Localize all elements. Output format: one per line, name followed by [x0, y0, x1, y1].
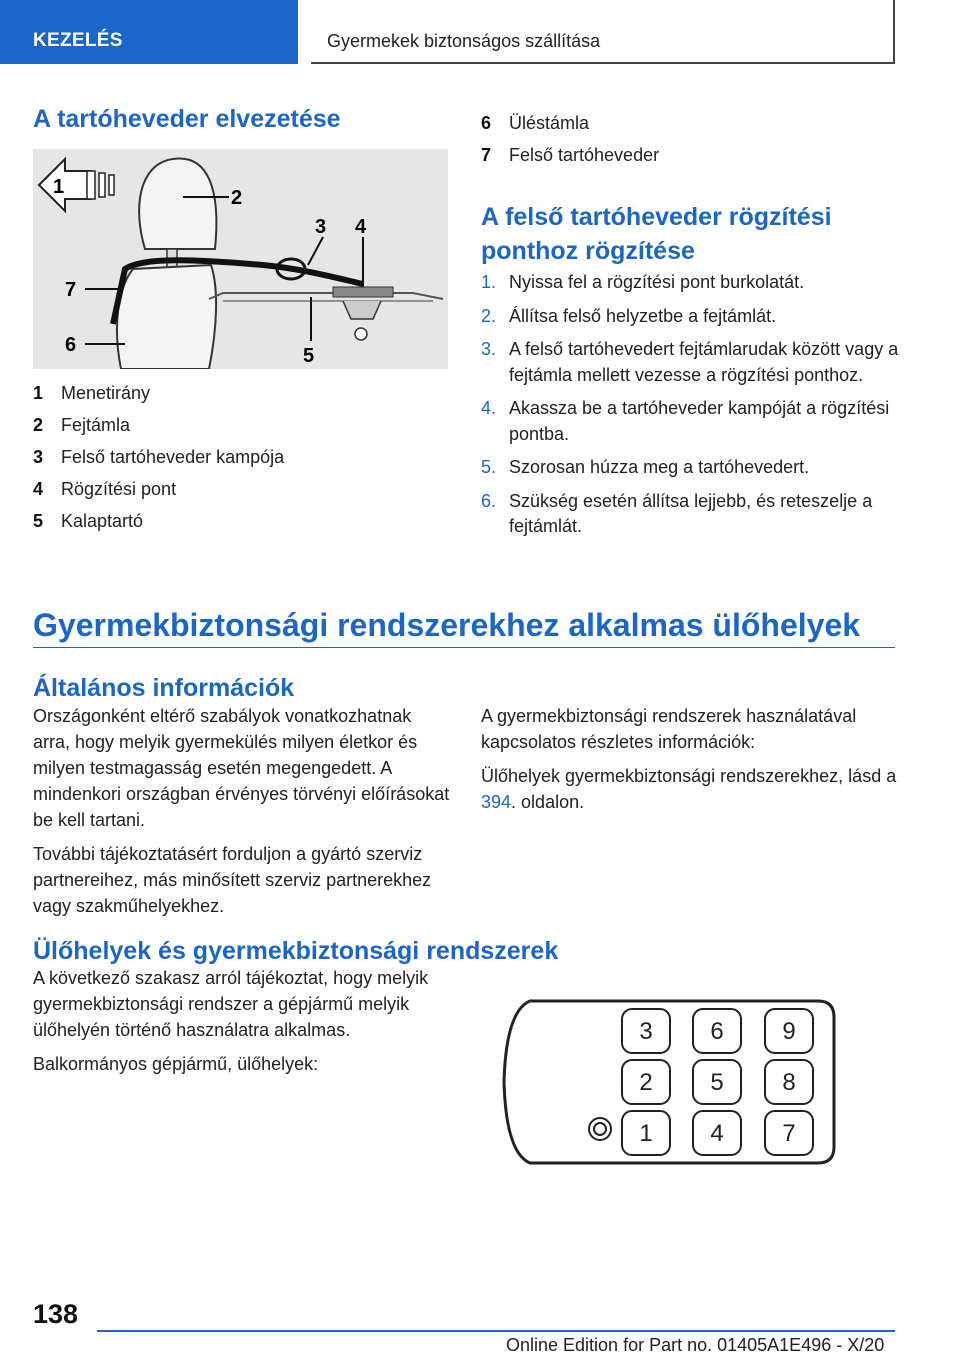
legend-num: 3	[33, 447, 44, 467]
general-p1: Országonként eltérő szabályok vonatkozhatnak arra, hogy melyik gyermekülés milyen életkor és milyen testmagasság esetén megengedett. A mindenkori országban érvényes törvényi előírásokat be kell tartani.	[33, 706, 450, 830]
step-text: Állítsa felső helyzetbe a fejtámlát.	[509, 305, 777, 326]
steering-wheel-icon	[589, 1118, 611, 1140]
general-p2: További tájékoztatásért forduljon a gyártó szerviz partnereihez, más minősített szerviz partnerekhez vagy szakműhelyekhez.	[33, 844, 432, 916]
step-num: 5.	[481, 457, 497, 477]
page-link-394[interactable]: 394	[481, 792, 512, 812]
step-item	[481, 304, 901, 330]
legend-text: Rögzítési pont	[61, 479, 177, 499]
seat-1: 1	[639, 1120, 653, 1147]
general-text-right	[481, 703, 901, 823]
legend-num: 2	[33, 415, 44, 435]
legend-right	[481, 107, 659, 171]
routing-heading: A tartóheveder elvezetése	[33, 105, 341, 133]
seating-heading: Ülőhelyek és gyermekbiztonsági rendszerek	[33, 937, 559, 965]
legend-text: Üléstámla	[509, 113, 590, 133]
attach-heading: A felső tartóheveder rögzítési ponthoz rögzítése	[481, 203, 832, 265]
legend-num: 4	[33, 479, 44, 499]
legend-item	[33, 409, 284, 441]
general-p4	[481, 763, 901, 815]
seating-text	[33, 965, 453, 1085]
section-rule	[33, 647, 895, 648]
fig-label-7: 7	[65, 279, 77, 301]
fig-label-5: 5	[303, 345, 315, 367]
legend-num: 6	[481, 113, 492, 133]
general-heading: Általános információk	[33, 674, 295, 702]
step-num: 2.	[481, 305, 497, 326]
step-num: 4.	[481, 398, 497, 418]
strap-routing-figure	[33, 149, 448, 369]
step-item	[481, 489, 901, 540]
footer-rule	[97, 1330, 895, 1332]
step-text: Szorosan húzza meg a tartóhevedert.	[509, 457, 810, 477]
step-item	[481, 455, 901, 481]
legend-item	[33, 441, 284, 473]
seating-p2: Balkormányos gépjármű, ülőhelyek:	[33, 1054, 319, 1074]
direction-arrow-icon	[39, 159, 91, 211]
legend-num: 7	[481, 145, 492, 165]
legend-item	[481, 107, 659, 139]
step-num: 1.	[481, 272, 497, 292]
step-text: Nyissa fel a rögzítési pont burkolatát.	[509, 272, 805, 292]
legend-text: Felső tartóheveder	[509, 145, 660, 165]
seat-7: 7	[782, 1120, 796, 1147]
page-number: 138	[33, 1299, 79, 1329]
general-p3: A gyermekbiztonsági rendszerek használatával kapcsolatos részletes információk:	[481, 706, 857, 752]
seat-3: 3	[639, 1018, 653, 1045]
seat-8: 8	[782, 1069, 796, 1096]
seat-2: 2	[639, 1069, 653, 1096]
strap-routing-drawing	[33, 149, 448, 369]
fig-label-2: 2	[231, 187, 243, 209]
footer-edition: Online Edition for Part no. 01405A1E496 - X/20	[506, 1335, 885, 1355]
step-item	[481, 270, 901, 296]
header-section-tab	[0, 0, 298, 64]
seat-5: 5	[710, 1069, 724, 1096]
attach-steps	[481, 270, 901, 548]
step-text: Szükség esetén állítsa lejjebb, és reteszelje a fejtámlát.	[509, 490, 873, 536]
general-p4-prefix: Ülőhelyek gyermekbiztonsági rendszerekhez, lásd a	[481, 766, 897, 786]
seat-back-shape	[117, 265, 216, 369]
headrest-shape	[139, 159, 216, 249]
general-p4-suffix: . oldalon.	[511, 792, 585, 812]
legend-num: 5	[33, 511, 44, 531]
header-title: Gyermekek biztonságos szállítása	[327, 31, 601, 51]
general-text-left	[33, 703, 453, 927]
seat-6: 6	[710, 1018, 724, 1045]
step-num: 3.	[481, 339, 497, 359]
seat-9: 9	[782, 1018, 796, 1045]
legend-num: 1	[33, 383, 44, 403]
legend-item	[33, 377, 284, 409]
legend-text: Felső tartóheveder kampója	[61, 447, 285, 467]
fig-label-3: 3	[315, 216, 327, 238]
fig-label-6: 6	[65, 334, 77, 356]
legend-item	[481, 139, 659, 171]
seating-p1: A következő szakasz arról tájékoztat, hogy melyik gyermekbiztonsági rendszer a gépjármű melyik ülőhelyén történő használatra alkalmas.	[33, 968, 429, 1040]
step-item	[481, 337, 901, 388]
step-text: A felső tartóhevedert fejtámlarudak között vagy a fejtámla mellett vezesse a rögzítési ponthoz.	[509, 339, 899, 385]
step-item	[481, 396, 901, 447]
seating-diagram	[500, 993, 840, 1171]
header-title-box	[311, 0, 895, 64]
legend-text: Kalaptartó	[61, 511, 144, 531]
header-section: KEZELÉS	[33, 30, 123, 51]
fig-label-1: 1	[53, 176, 65, 198]
legend-left	[33, 377, 284, 537]
legend-item	[33, 505, 284, 537]
seat-4: 4	[710, 1120, 724, 1147]
legend-text: Fejtámla	[61, 415, 131, 435]
seats-section-title: Gyermekbiztonsági rendszerekhez alkalmas ülőhelyek	[33, 607, 861, 643]
legend-item	[33, 473, 284, 505]
step-text: Akassza be a tartóheveder kampóját a rögzítési pontba.	[509, 398, 890, 444]
fig-label-4: 4	[355, 216, 367, 238]
step-num: 6.	[481, 490, 497, 511]
legend-text: Menetirány	[61, 383, 151, 403]
